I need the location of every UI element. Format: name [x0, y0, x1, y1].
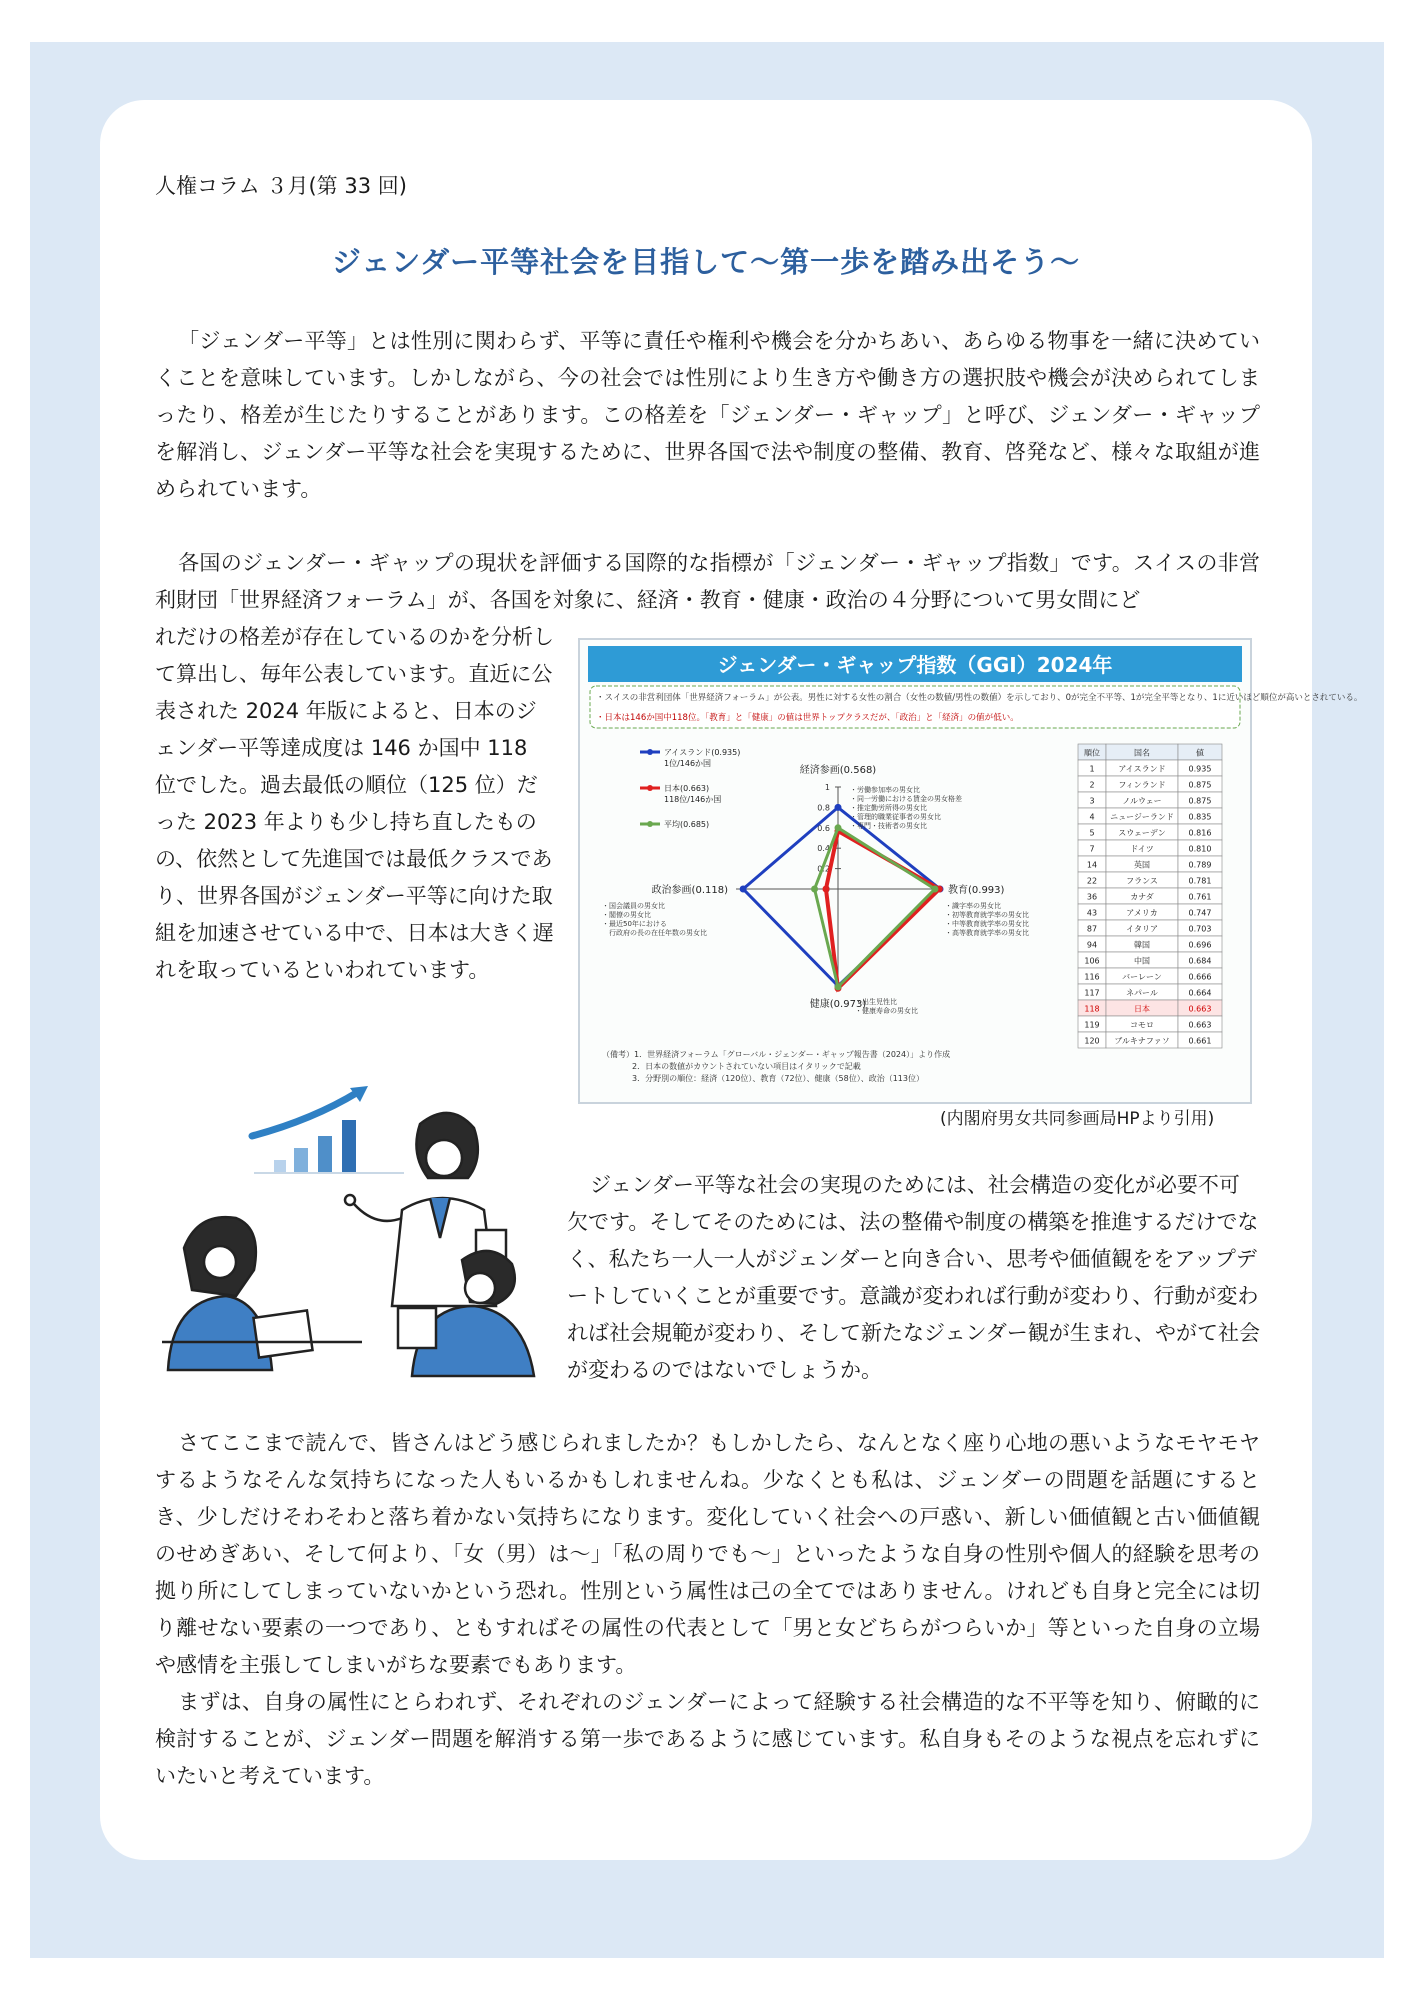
- paragraph-intro: 「ジェンダー平等」とは性別に関わらず、平等に責任や権利や機会を分かちあい、あらゆる物事を一緒に決めていくことを意味しています。しかしながら、今の社会では性別により生き方や働き方の選択肢や機会が決められてしまったり、格差が生じたりすることがあります。この格差を「ジェンダー・ギャップ」と呼び、ジェンダー・ギャップを解消し、ジェンダー平等な社会を実現するために、世界各国で法や制度の整備、教育、啓発など、様々な取組が進められています。: [155, 329, 1260, 501]
- legend-label: 日本(0.663): [664, 784, 710, 793]
- ranking-cell-text: 0.664: [1188, 988, 1212, 998]
- radar-tick-label: 1: [824, 783, 830, 792]
- chart-footnote-2: 2．日本の数値がカウントされていない項目はイタリックで記載: [632, 1062, 861, 1071]
- growth-chart-icon: [252, 1086, 404, 1174]
- ranking-cell-text: 0.935: [1188, 764, 1212, 774]
- radar-axis-note: 行政府の長の在任年数の男女比: [602, 929, 707, 937]
- radar-axis-note: ・中等教育就学率の男女比: [945, 920, 1029, 928]
- ranking-cell-text: 119: [1084, 1020, 1100, 1030]
- radar-axis-note: ・高等教育就学率の男女比: [945, 929, 1029, 937]
- radar-data-point: [931, 886, 938, 893]
- column-series-label: 人権コラム ３月(第 33 回): [155, 174, 407, 198]
- ranking-cell-text: 0.810: [1188, 844, 1212, 854]
- radar-data-point: [811, 886, 818, 893]
- ranking-cell-text: 118: [1084, 1004, 1100, 1014]
- page-title: ジェンダー平等社会を目指して～第一歩を踏み出そう～: [331, 245, 1081, 279]
- ranking-cell-text: 0.663: [1188, 1004, 1212, 1014]
- ranking-cell-text: 韓国: [1134, 940, 1150, 950]
- ranking-cell-text: コモロ: [1130, 1020, 1154, 1030]
- ranking-cell-text: 英国: [1134, 860, 1150, 870]
- ranking-cell-text: ブルキナファソ: [1114, 1036, 1170, 1046]
- ranking-cell-text: バーレーン: [1122, 972, 1162, 982]
- ranking-cell-text: フランス: [1126, 876, 1158, 886]
- paragraph-ggi-lead: 各国のジェンダー・ギャップの現状を評価する国際的な指標が「ジェンダー・ギャップ指数」です。スイスの非営利財団「世界経済フォーラム」が、各国を対象に、経済・教育・健康・政治の４分野について男女間にど: [155, 551, 1260, 612]
- ranking-cell-text: 5: [1089, 828, 1095, 838]
- ranking-cell-text: 0.781: [1188, 876, 1212, 886]
- ranking-cell-text: カナダ: [1130, 892, 1154, 902]
- ranking-cell-text: 14: [1086, 860, 1098, 870]
- ranking-cell-text: スウェーデン: [1118, 828, 1166, 838]
- radar-axis-label: 教育(0.993): [948, 885, 1005, 896]
- ranking-cell-text: 0.661: [1188, 1036, 1212, 1046]
- radar-data-point: [822, 886, 829, 893]
- ranking-cell-text: 22: [1086, 876, 1098, 886]
- seated-person-left: [168, 1217, 313, 1370]
- legend-label: アイスランド(0.935): [664, 748, 741, 757]
- radar-axis-note: ・健康寿命の男女比: [855, 1007, 918, 1015]
- ranking-cell-text: 中国: [1134, 956, 1150, 966]
- radar-axis-note: ・出生児性比: [855, 998, 897, 1006]
- legend-rank-note: 118位/146か国: [664, 795, 722, 804]
- paragraph-reflection: さてここまで読んで、皆さんはどう感じられましたか？もしかしたら、なんとなく座り心地の悪いようなモヤモヤするようなそんな気持ちになった人もいるかもしれませんね。少なくとも私は、ジェンダーの問題を話題にするとき、少しだけそわそわと落ち着かない気持ちになります。変化していく社会への戸惑い、新しい価値観と古い価値観のせめぎあい、そして何より、「女（男）は～」「私の周りでも～」といったような自身の性別や個人的経験を思考の拠り所にしてしまっていないかという恐れ。性別という属性は己の全てではありません。けれども自身と完全には切り離せない要素の一つであり、ともすればその属性の代表として「男と女どちらがつらいか」等といった自身の立場や感情を主張してしまいがちな要素でもあります。: [155, 1431, 1260, 1677]
- figure-source-caption: (内閣府男女共同参画局HPより引用): [940, 1109, 1215, 1129]
- radar-axis-note: ・識字率の男女比: [945, 902, 1001, 910]
- ranking-cell-text: 87: [1086, 924, 1098, 934]
- radar-tick-label: 0.6: [817, 823, 830, 833]
- radar-axis-note: ・管理的職業従事者の男女比: [850, 813, 941, 821]
- ranking-cell-text: 117: [1084, 988, 1100, 998]
- paragraph-ggi-detail: れだけの格差が存在しているのかを分析して算出し、毎年公表しています。直近に公表された 2024 年版によると、日本のジェンダー平等達成度は 146 か国中 118 位でした。過去最低の順位（125 位）だった 2023 年よりも少し持ち直したものの、依然として先進国では最低クラスであり、世界各国がジェンダー平等に向けた取組を加速させている中で、日本は大きく遅れを取っているといわれています。: [155, 625, 554, 982]
- legend-marker: [647, 821, 653, 827]
- ranking-cell-text: ニュージーランド: [1110, 812, 1174, 822]
- legend-label: 平均(0.685): [664, 820, 710, 829]
- radar-data-point: [740, 886, 747, 893]
- radar-axis-note: ・専門・技術者の男女比: [850, 822, 927, 830]
- ranking-cell-text: 0.835: [1188, 812, 1212, 822]
- ranking-cell-text: 3: [1089, 796, 1095, 806]
- chart-note-1: ・スイスの非営利団体「世界経済フォーラム」が公表。男性に対する女性の割合（女性の数値/男性の数値）を示しており、0が完全不平等、1が完全平等となり、1に近いほど順位が高いとされている。: [596, 693, 1363, 703]
- ranking-cell-text: 7: [1089, 844, 1095, 854]
- ranking-cell-text: ノルウェー: [1122, 796, 1162, 806]
- ranking-header-label: 国名: [1134, 748, 1150, 758]
- ranking-cell-text: 日本: [1134, 1004, 1150, 1014]
- ggi-chart-svg: [580, 640, 1363, 1102]
- ranking-cell-text: 0.816: [1188, 828, 1212, 838]
- radar-axis-label: 健康(0.973): [809, 999, 867, 1010]
- radar-data-point: [835, 804, 842, 811]
- ranking-cell-text: 0.663: [1188, 1020, 1212, 1030]
- meeting-illustration: [162, 1080, 552, 1384]
- ranking-cell-text: 116: [1084, 972, 1100, 982]
- ranking-cell-text: 0.875: [1188, 780, 1212, 790]
- ranking-cell-text: 0.747: [1188, 908, 1212, 918]
- ranking-cell-text: 1: [1089, 764, 1095, 774]
- chart-note-2: ・日本は146か国中118位。「教育」と「健康」の値は世界トップクラスだが、「政治」と「経済」の値が低い。: [596, 713, 1019, 723]
- ranking-cell-text: アメリカ: [1126, 908, 1158, 918]
- paragraph-conclusion: まずは、自身の属性にとらわれず、それぞれのジェンダーによって経験する社会構造的な不平等を知り、俯瞰的に検討することが、ジェンダー問題を解消する第一歩であるように感じています。私自身もそのような視点を忘れずにいたいと考えています。: [155, 1690, 1260, 1788]
- ranking-cell-text: 0.696: [1188, 940, 1212, 950]
- ranking-cell-text: ドイツ: [1130, 844, 1154, 854]
- ranking-header-label: 順位: [1084, 748, 1100, 758]
- radar-axis-note: ・閣僚の男女比: [602, 911, 651, 919]
- ranking-cell-text: フィンランド: [1118, 780, 1166, 790]
- radar-axis-note: ・労働参加率の男女比: [850, 786, 920, 794]
- radar-data-point: [835, 983, 842, 990]
- ggi-chart-figure: [578, 638, 1363, 1104]
- radar-axis-label: 経済参画(0.568): [799, 765, 877, 776]
- ranking-cell-text: 2: [1089, 780, 1095, 790]
- radar-axis-note: ・初等教育就学率の男女比: [945, 911, 1029, 919]
- ranking-cell-text: 0.666: [1188, 972, 1212, 982]
- ranking-cell-text: 106: [1084, 956, 1100, 966]
- ranking-cell-text: 43: [1086, 908, 1098, 918]
- legend-rank-note: 1位/146か国: [664, 759, 712, 768]
- radar-tick-label: 0.4: [817, 844, 830, 854]
- radar-tick-label: 0.8: [817, 803, 830, 813]
- chart-title: ジェンダー・ギャップ指数（GGI）2024年: [717, 653, 1113, 677]
- radar-data-point: [835, 824, 842, 831]
- paragraph-social-change: ジェンダー平等な社会の実現のためには、社会構造の変化が必要不可欠です。そしてそのためには、法の整備や制度の構築を推進するだけでなく、私たち一人一人がジェンダーと向き合い、思考や価値観ををアップデートしていくことが重要です。意識が変われば行動が変わり、行動が変われば社会規範が変わり、そして新たなジェンダー観が生まれ、やがて社会が変わるのではないでしょうか。: [567, 1173, 1260, 1382]
- radar-axis-note: ・推定勤労所得の男女比: [850, 804, 927, 812]
- ranking-cell-text: 0.703: [1188, 924, 1212, 934]
- ranking-cell-text: イタリア: [1126, 924, 1158, 934]
- ranking-table: [1078, 744, 1222, 1048]
- radar-axis-label: 政治参画(0.118): [651, 885, 728, 896]
- radar-chart: [602, 748, 1029, 1015]
- radar-axis-note: ・同一労働における賃金の男女格差: [850, 795, 962, 803]
- chart-footnote-1: （備考）1．世界経済フォーラム「グローバル・ジェンダー・ギャップ報告書（2024）」より作成: [602, 1050, 951, 1059]
- ranking-cell-text: アイスランド: [1118, 764, 1166, 774]
- radar-tick-label: 0.2: [817, 864, 830, 874]
- legend-marker: [647, 785, 653, 791]
- chart-footnote-3: 3．分野別の順位：経済（120位）、教育（72位）、健康（58位）、政治（113位）: [632, 1074, 924, 1083]
- ranking-cell-text: 94: [1086, 940, 1098, 950]
- radar-axis-note: ・国会議員の男女比: [602, 902, 665, 910]
- ranking-cell-text: 0.789: [1188, 860, 1212, 870]
- ranking-cell-text: 4: [1089, 812, 1095, 822]
- ranking-cell-text: ネパール: [1126, 988, 1158, 998]
- ranking-cell-text: 36: [1086, 892, 1098, 902]
- legend-marker: [647, 749, 653, 755]
- ranking-cell-text: 0.684: [1188, 956, 1212, 966]
- ranking-header-label: 値: [1196, 748, 1204, 758]
- radar-axis-note: ・最近50年における: [602, 920, 667, 928]
- ranking-cell-text: 0.875: [1188, 796, 1212, 806]
- ranking-cell-text: 120: [1084, 1036, 1100, 1046]
- ranking-cell-text: 0.761: [1188, 892, 1212, 902]
